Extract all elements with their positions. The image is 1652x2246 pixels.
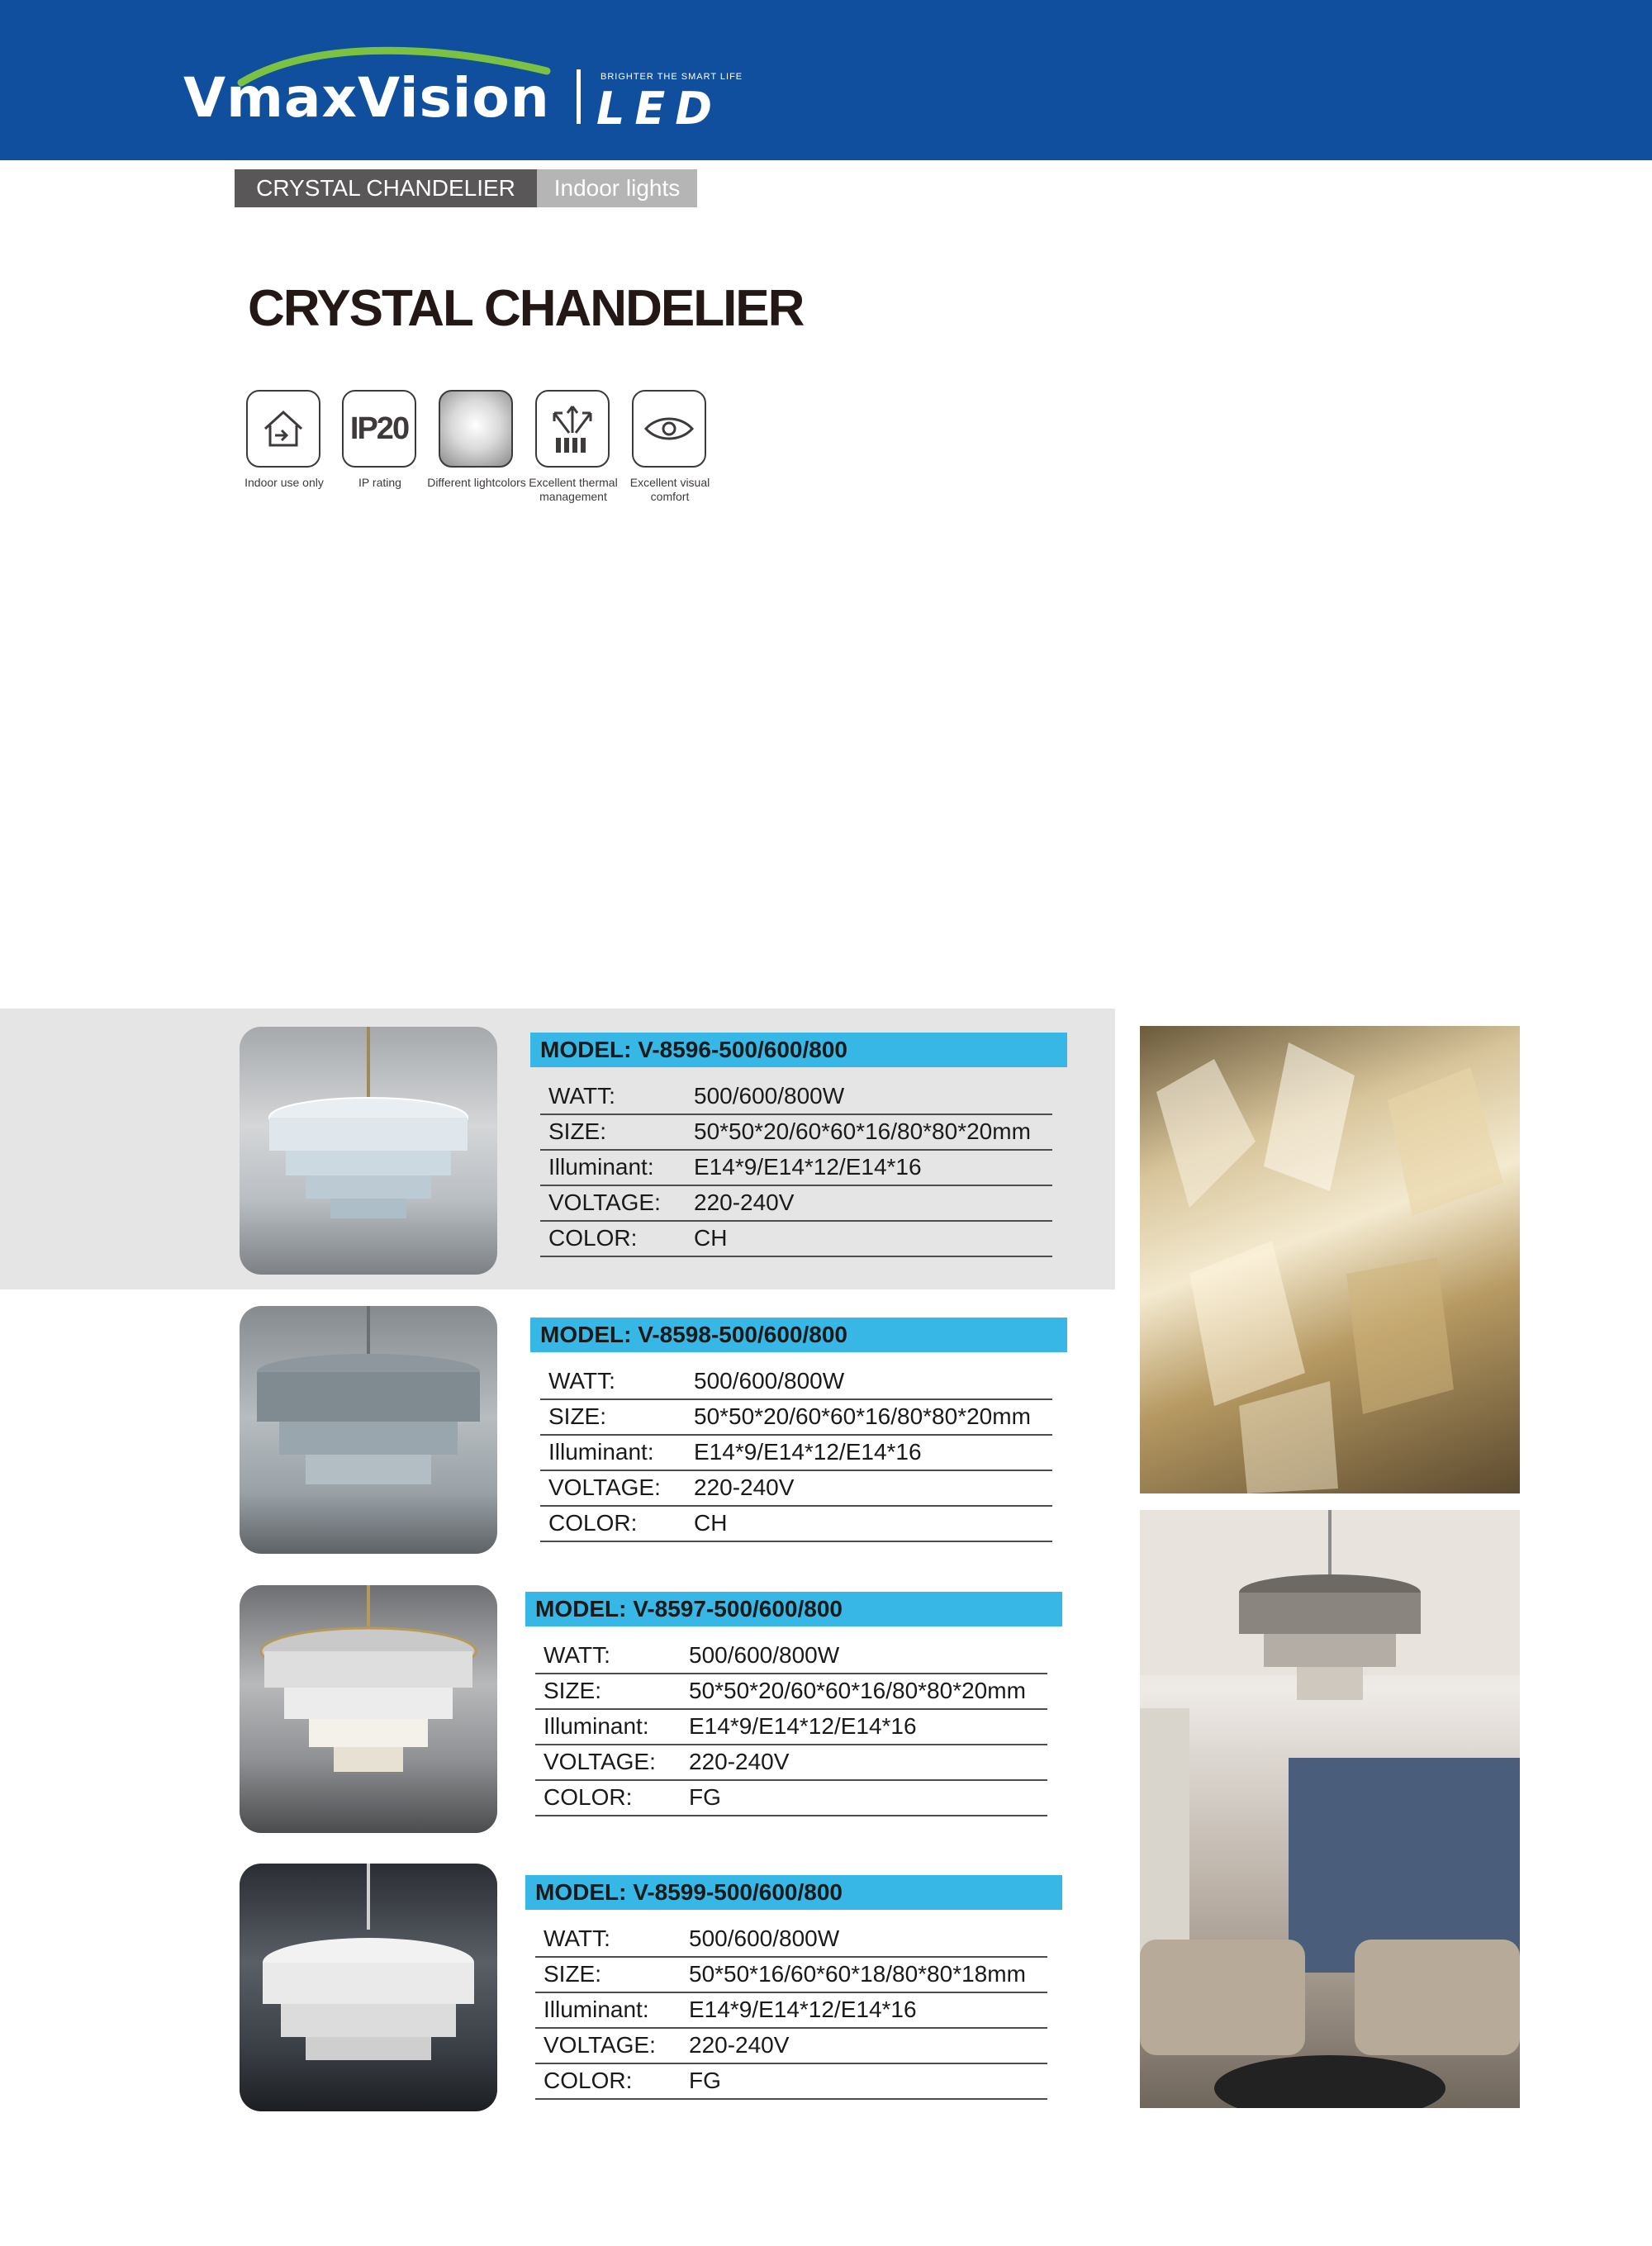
spec-value: E14*9/E14*12/E14*16 <box>694 1439 922 1465</box>
spec-value: E14*9/E14*12/E14*16 <box>689 1713 917 1739</box>
thermal-management-icon <box>535 390 610 468</box>
spec-label: Illuminant: <box>548 1439 654 1465</box>
spec-row-illuminant <box>540 1149 1052 1186</box>
subcategory-tag: Indoor lights <box>537 169 697 207</box>
spec-row-voltage <box>540 1470 1052 1507</box>
spec-value: 500/600/800W <box>694 1368 845 1394</box>
spec-value: 500/600/800W <box>694 1083 845 1109</box>
light-colors-icon <box>439 390 513 468</box>
logo-divider <box>577 69 581 124</box>
spec-value: E14*9/E14*12/E14*16 <box>694 1154 922 1180</box>
spec-row-watt <box>535 1921 1047 1958</box>
ip20-text: IP20 <box>349 411 409 446</box>
spec-label: COLOR: <box>544 1784 633 1810</box>
spec-value: 500/600/800W <box>689 1925 840 1951</box>
spec-value: CH <box>694 1510 728 1536</box>
spec-label: Illuminant: <box>548 1154 654 1180</box>
model-title: MODEL: V-8597-500/600/800 <box>525 1592 1062 1626</box>
spec-label: COLOR: <box>544 2068 633 2093</box>
brand-name: VmaxVision <box>183 66 550 130</box>
spec-label: WATT: <box>544 1642 610 1668</box>
spec-row-voltage <box>540 1185 1052 1222</box>
category-tag: CRYSTAL CHANDELIER <box>235 169 537 207</box>
spec-value: 500/600/800W <box>689 1642 840 1668</box>
spec-label: COLOR: <box>548 1225 638 1251</box>
spec-value: CH <box>694 1225 728 1251</box>
spec-label: VOLTAGE: <box>548 1189 661 1215</box>
spec-row-color <box>540 1220 1052 1257</box>
header-bar <box>0 0 1652 160</box>
spec-value: FG <box>689 2068 721 2093</box>
spec-label: SIZE: <box>548 1118 607 1144</box>
spec-row-illuminant <box>535 1992 1047 2029</box>
spec-row-color <box>540 1505 1052 1542</box>
spec-label: Illuminant: <box>544 1997 649 2022</box>
brand-led: LED <box>596 83 723 135</box>
spec-value: 50*50*16/60*60*18/80*80*18mm <box>689 1961 1026 1987</box>
spec-value: 50*50*20/60*60*16/80*80*20mm <box>689 1678 1026 1703</box>
brand-logo <box>183 46 762 135</box>
product-photo-v8598 <box>240 1306 497 1554</box>
spec-value: 220-240V <box>694 1189 795 1215</box>
spec-label: VOLTAGE: <box>548 1474 661 1500</box>
spec-label: WATT: <box>548 1083 615 1109</box>
spec-label: SIZE: <box>548 1403 607 1429</box>
ip20-icon <box>342 390 416 468</box>
product-photo-v8599 <box>240 1864 497 2111</box>
spec-row-size <box>535 1673 1047 1710</box>
spec-value: FG <box>689 1784 721 1810</box>
spec-row-voltage <box>535 1744 1047 1781</box>
spec-table-v8599 <box>525 1875 1070 2106</box>
spec-row-watt <box>540 1078 1052 1115</box>
spec-label: COLOR: <box>548 1510 638 1536</box>
feature-caption: Different lightcolors <box>427 476 526 489</box>
crystal-closeup-photo <box>1140 1026 1520 1493</box>
spec-value: E14*9/E14*12/E14*16 <box>689 1997 917 2022</box>
spec-table-v8596 <box>530 1033 1075 1264</box>
spec-label: Illuminant: <box>544 1713 649 1739</box>
product-photo-v8597 <box>240 1585 497 1833</box>
living-room-photo <box>1140 1510 1520 2108</box>
spec-row-watt <box>540 1363 1052 1400</box>
spec-value: 220-240V <box>694 1474 795 1500</box>
spec-value: 50*50*20/60*60*16/80*80*20mm <box>694 1118 1031 1144</box>
indoor-house-icon <box>246 390 320 468</box>
spec-label: WATT: <box>548 1368 615 1394</box>
spec-row-size <box>540 1114 1052 1151</box>
spec-row-watt <box>535 1637 1047 1674</box>
spec-table-v8598 <box>530 1318 1075 1549</box>
spec-row-illuminant <box>540 1434 1052 1471</box>
spec-row-size <box>540 1398 1052 1436</box>
spec-row-color <box>535 1779 1047 1816</box>
spec-row-size <box>535 1956 1047 1993</box>
model-title: MODEL: V-8598-500/600/800 <box>530 1318 1067 1352</box>
spec-value: 220-240V <box>689 2032 790 2058</box>
page-title: CRYSTAL CHANDELIER <box>248 280 804 337</box>
spec-label: VOLTAGE: <box>544 2032 656 2058</box>
brand-tagline: BRIGHTER THE SMART LIFE <box>601 72 743 82</box>
spec-table-v8597 <box>525 1592 1070 1823</box>
spec-label: SIZE: <box>544 1678 602 1703</box>
feature-caption: IP rating <box>358 476 401 489</box>
spec-value: 220-240V <box>689 1749 790 1774</box>
spec-label: WATT: <box>544 1925 610 1951</box>
product-photo-v8596 <box>240 1027 497 1275</box>
eye-icon <box>632 390 706 468</box>
feature-caption: Excellent visual comfort <box>629 476 710 503</box>
model-title: MODEL: V-8599-500/600/800 <box>525 1875 1062 1910</box>
spec-value: 50*50*20/60*60*16/80*80*20mm <box>694 1403 1031 1429</box>
feature-caption: Indoor use only <box>244 476 324 489</box>
spec-row-voltage <box>535 2027 1047 2064</box>
spec-label: VOLTAGE: <box>544 1749 656 1774</box>
feature-caption: Excellent thermal management <box>529 476 618 503</box>
spec-row-illuminant <box>535 1708 1047 1745</box>
model-title: MODEL: V-8596-500/600/800 <box>530 1033 1067 1067</box>
spec-label: SIZE: <box>544 1961 602 1987</box>
spec-row-color <box>535 2063 1047 2100</box>
